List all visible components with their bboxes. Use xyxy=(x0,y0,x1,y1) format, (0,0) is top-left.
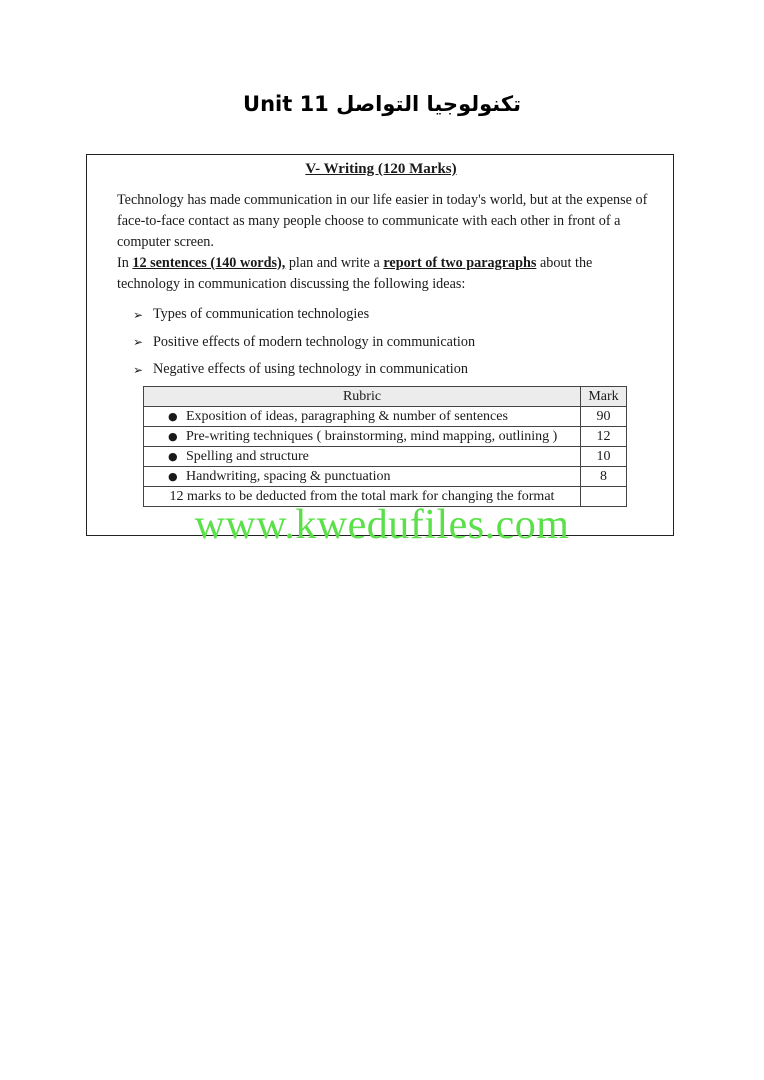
criterion-text: Exposition of ideas, paragraphing & number of sentences xyxy=(186,409,508,424)
rubric-table xyxy=(143,386,627,507)
idea-item xyxy=(133,356,475,384)
rubric-row xyxy=(144,427,627,447)
rubric-mark: 12 xyxy=(581,427,627,447)
mark-header: Mark xyxy=(581,387,627,407)
task-sentence-count: 12 sentences (140 words), xyxy=(132,255,286,271)
exam-question-scan xyxy=(86,154,674,536)
rubric-footnote: 12 marks to be deducted from the total mark for changing the format xyxy=(144,487,581,507)
bullet-icon: ● xyxy=(168,470,178,483)
section-title: V- Writing (120 Marks) xyxy=(305,161,457,177)
idea-item xyxy=(133,329,475,357)
task-report-type: report of two paragraphs xyxy=(383,255,537,271)
arrow-bullet-icon: ➢ xyxy=(133,307,144,322)
rubric-row xyxy=(144,467,627,487)
criterion-text: Pre-writing techniques ( brainstorming, mind mapping, outlining ) xyxy=(186,429,558,444)
arrow-bullet-icon: ➢ xyxy=(133,335,144,350)
idea-text: Positive effects of modern technology in communication xyxy=(153,333,476,350)
idea-text: Types of communication technologies xyxy=(153,306,370,323)
watermark: www.kwedufiles.com xyxy=(194,502,570,548)
rubric-criterion xyxy=(144,427,581,447)
rubric-row xyxy=(144,447,627,467)
rubric-criterion xyxy=(144,467,581,487)
rubric-criterion xyxy=(144,407,581,427)
ideas-list xyxy=(133,301,475,384)
criterion-text: Spelling and structure xyxy=(186,449,309,464)
task-prefix: In xyxy=(117,255,133,271)
rubric-mark: 10 xyxy=(581,447,627,467)
task-suffix: about the technology in communication discussing the following ideas: xyxy=(117,255,593,292)
bullet-icon: ● xyxy=(168,450,178,463)
idea-text: Negative effects of using technology in communication xyxy=(153,361,468,378)
intro-paragraph: Technology has made communication in our life easier in today's world, but at the expense of face-to-face contact as many people choose to communicate with each other in front of a computer screen. xyxy=(117,192,648,250)
rubric-mark: 90 xyxy=(581,407,627,427)
bullet-icon: ● xyxy=(168,410,178,423)
arrow-bullet-icon: ➢ xyxy=(133,362,144,377)
idea-item xyxy=(133,301,475,329)
rubric-header: Rubric xyxy=(144,387,581,407)
page-heading: Unit 11 تكنولوجيا التواصل xyxy=(243,92,521,116)
rubric-header-row xyxy=(144,387,627,407)
rubric-criterion xyxy=(144,447,581,467)
bullet-icon: ● xyxy=(168,430,178,443)
task-paragraph xyxy=(117,253,652,295)
task-middle: plan and write a xyxy=(285,255,384,271)
criterion-text: Handwriting, spacing & punctuation xyxy=(186,469,391,484)
rubric-mark: 8 xyxy=(581,467,627,487)
rubric-row xyxy=(144,407,627,427)
